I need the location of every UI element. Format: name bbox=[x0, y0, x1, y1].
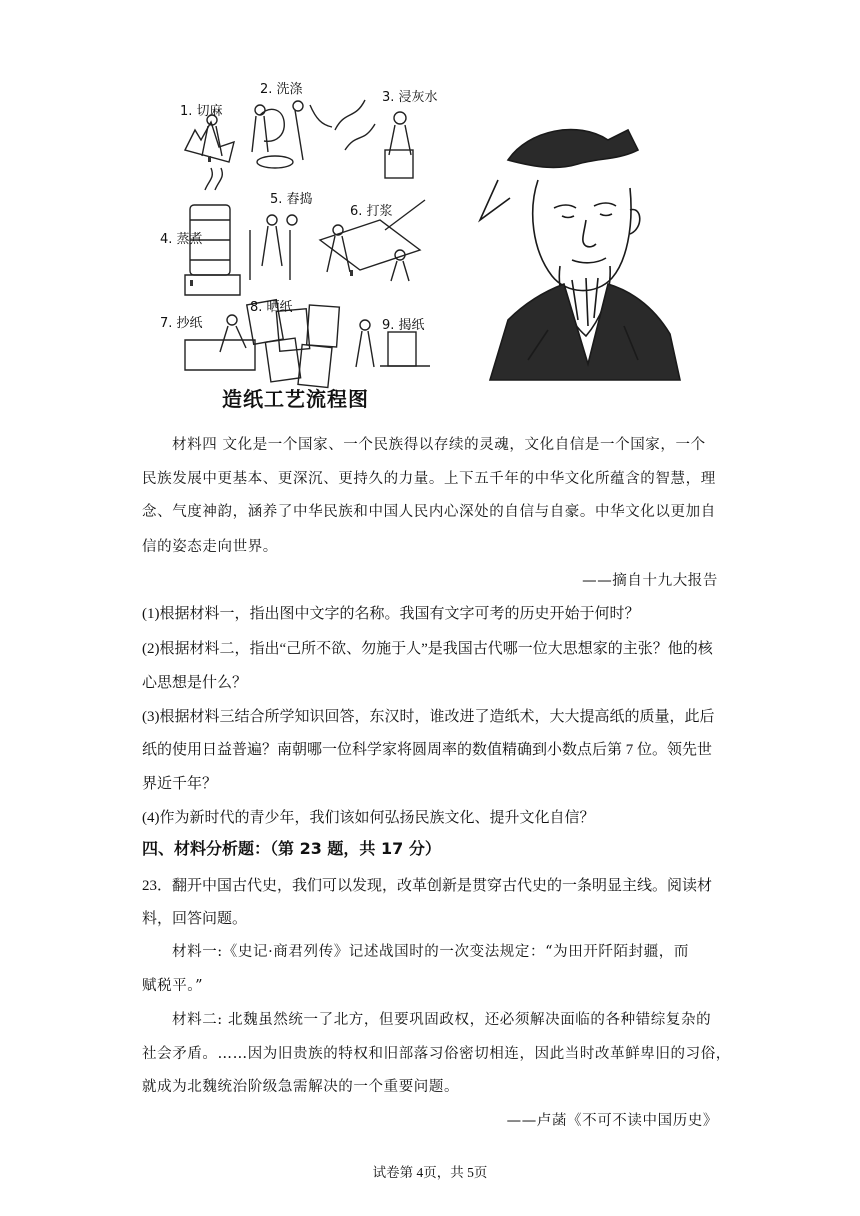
material1-line: 赋税平。” bbox=[142, 978, 204, 994]
material4-source: ——摘自十九大报告 bbox=[582, 573, 718, 589]
scholar-portrait bbox=[468, 120, 690, 382]
material2-line: 材料二: 北魏虽然统一了北方，但要巩固政权，还必须解决面临的各种错综复杂的 bbox=[172, 1012, 712, 1028]
material4-line: 念、气度神韵，涵养了中华民族和中国人民内心深处的自信与自豪。中华文化以更加自 bbox=[142, 504, 716, 520]
question-23: 23．翻开中国古代史，我们可以发现，改革创新是贯穿古代史的一条明显主线。阅读材 bbox=[142, 878, 713, 894]
material1-line: 材料一:《史记·商君列传》记述战国时的一次变法规定：“为田开阡陌封疆，而 bbox=[172, 944, 690, 960]
question-3-cont: 纸的使用日益普遍？南朝哪一位科学家将圆周率的数值精确到小数点后第 7 位。领先世 bbox=[142, 742, 713, 758]
material2-line: 社会矛盾。……因为旧贵族的特权和旧部落习俗密切相连，因此当时改革鲜卑旧的习俗， bbox=[142, 1046, 731, 1062]
material4-line: 材料四 文化是一个国家、一个民族得以存续的灵魂，文化自信是一个国家，一个 bbox=[172, 437, 706, 453]
question-4: (4)作为新时代的青少年，我们该如何弘扬民族文化、提升文化自信？ bbox=[142, 810, 595, 826]
step-label: 3. 浸灰水 bbox=[382, 90, 438, 105]
portrait-illustration bbox=[468, 120, 690, 382]
question-1: (1)根据材料一，指出图中文字的名称。我国有文字可考的历史开始于何时？ bbox=[142, 606, 640, 622]
step-label: 5. 舂捣 bbox=[270, 192, 313, 207]
section-heading: 四、材料分析题：（第 23 题，共 17 分） bbox=[142, 839, 441, 858]
figure-caption: 造纸工艺流程图 bbox=[222, 387, 369, 411]
step-label: 1. 切麻 bbox=[180, 104, 223, 119]
question-23-cont: 料，回答问题。 bbox=[142, 911, 248, 927]
question-3-cont: 界近千年？ bbox=[142, 776, 218, 792]
material4-line: 信的姿态走向世界。 bbox=[142, 539, 278, 555]
question-2: (2)根据材料二，指出“己所不欲、勿施于人”是我国古代哪一位大思想家的主张？他的核 bbox=[142, 641, 713, 657]
step-label: 7. 抄纸 bbox=[160, 316, 203, 331]
question-2-cont: 心思想是什么？ bbox=[142, 675, 248, 691]
material2-line: 就成为北魏统治阶级急需解决的一个重要问题。 bbox=[142, 1079, 460, 1095]
page-footer: 试卷第 4页，共 5页 bbox=[372, 1165, 488, 1180]
question-3: (3)根据材料三结合所学知识回答，东汉时，谁改进了造纸术，大大提高纸的质量，此后 bbox=[142, 709, 715, 725]
step-label: 2. 洗涤 bbox=[260, 82, 303, 97]
step-label: 6. 打浆 bbox=[350, 204, 393, 219]
step-label: 9. 揭纸 bbox=[382, 318, 425, 333]
step-label: 8. 晒纸 bbox=[250, 300, 293, 315]
step-label: 4. 蒸煮 bbox=[160, 232, 203, 247]
material4-line: 民族发展中更基本、更深沉、更持久的力量。上下五千年的中华文化所蕴含的智慧，理 bbox=[142, 471, 716, 487]
material2-source: ——卢菡《不可不读中国历史》 bbox=[506, 1113, 718, 1129]
papermaking-process-figure bbox=[150, 70, 450, 415]
